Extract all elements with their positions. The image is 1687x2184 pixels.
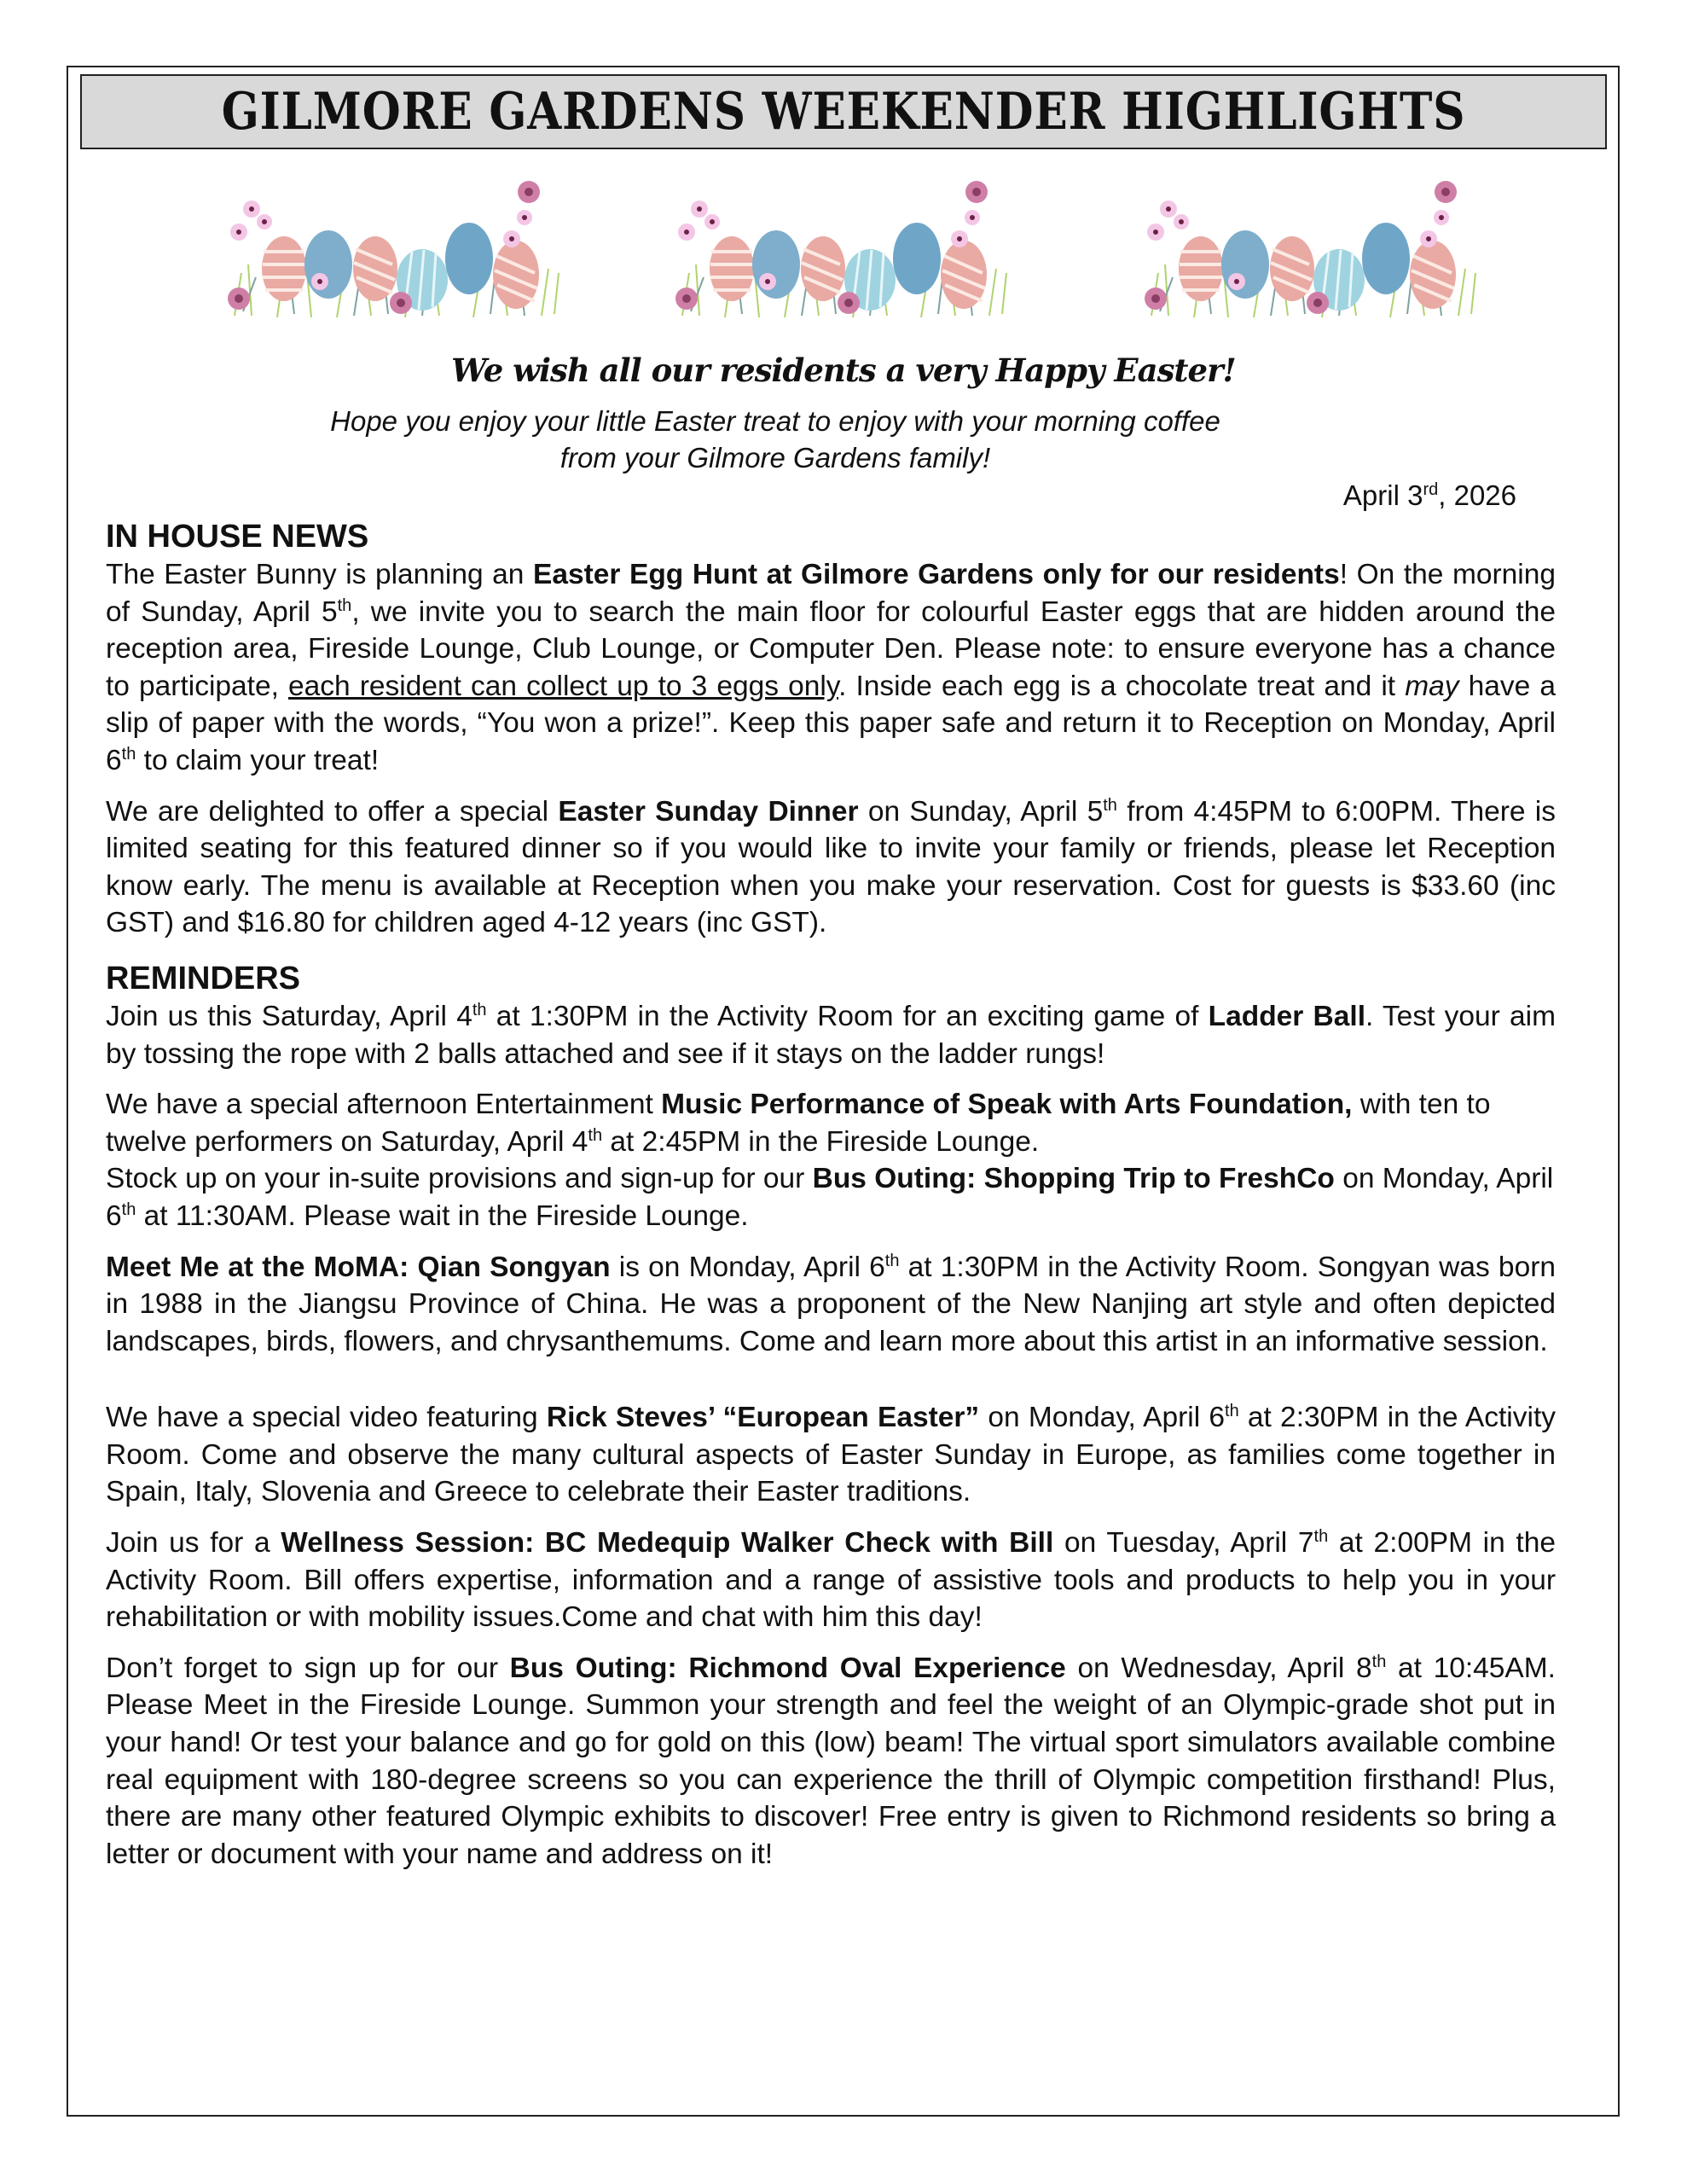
section-heading-in-house-news: IN HOUSE NEWS [106, 519, 369, 555]
newsletter-title: GILMORE GARDENS WEEKENDER HIGHLIGHTS [221, 82, 1466, 142]
egg-hunt-paragraph: The Easter Bunny is planning an Easter Egg Hunt at Gilmore Gardens only for our residents! On the morning of Sunday, April 5th, we invite you to search the main floor for colourful Easter eggs that are hidden around the reception area, Fireside Lounge, Club Lounge, or Computer Den. Please note: to ensure everyone has a chance to participate, each resident can collect up to 3 eggs only. Inside each egg is a chocolate treat and it may have a slip of paper with the words, “You won a prize!”. Keep this paper safe and return it to Reception on Monday, April 6th to claim your treat! [106, 559, 1557, 776]
newsletter-body [106, 517, 1556, 1873]
easter-eggs-image-2 [665, 171, 1015, 324]
ladder-ball-paragraph: Join us this Saturday, April 4th at 1:30PM in the Activity Room for an exciting game of Ladder Ball. Test your aim by tossing the rope with 2 balls attached and see if it stays on the ladder rungs! [106, 1000, 1556, 1070]
moma-session-paragraph: Meet Me at the MoMA: Qian Songyan is on Monday, April 6th at 1:30PM in the Activity Room. Songyan was born in 1988 in the Jiangsu Province of China. He was a proponent of the New Nanjing art style and often depicted landscapes, birds, flowers, and chrysanthemums. Come and learn more about this artist in an informative session. [106, 1251, 1556, 1357]
richmond-oval-paragraph: Don’t forget to sign up for our Bus Outing: Richmond Oval Experience on Wednesday, April 8th at 10:45AM. Please Meet in the Fireside Lounge. Summon your strength and feel the weight of an Olympic-grade shot put in your hand! Or test your balance and go for gold on this (low) beam! The virtual sport simulators available combine real equipment with 180-degree screens so you can experience the thrill of Olympic competition firsthand! Plus, there are many other featured Olympic exhibits to discover! Free entry is given to Richmond residents so bring a letter or document with your name and address on it! [106, 1652, 1556, 1870]
easter-eggs-image-1 [217, 171, 567, 324]
easter-eggs-image-3 [1134, 171, 1484, 324]
easter-greeting-line-1: Hope you enjoy your little Easter treat to enjoy with your morning coffee [330, 405, 1220, 437]
rick-steves-video-paragraph: We have a special video featuring Rick Steves’ “European Easter” on Monday, April 6th at 2:30PM in the Activity Room. Come and observe the many cultural aspects of Easter Sunday in Europe, as families come together in Spain, Italy, Slovenia and Greece to celebrate their Easter traditions. [106, 1402, 1557, 1508]
section-heading-reminders: REMINDERS [106, 960, 301, 996]
easter-greeting-title: We wish all our residents a very Happy Easter! [451, 351, 1236, 389]
easter-eggs-icon [217, 171, 567, 324]
easter-eggs-icon [665, 171, 1015, 324]
title-banner [80, 74, 1607, 149]
music-performance-paragraph: We have a special afternoon Entertainment Music Performance of Speak with Arts Foundation, with ten to twelve performers on Saturday, April 4th at 2:45PM in the Fireside Lounge. [106, 1089, 1491, 1158]
freshco-outing-paragraph: Stock up on your in-suite provisions and sign-up for our Bus Outing: Shopping Trip to FreshCo on Monday, April 6th at 11:30AM. Please wait in the Fireside Lounge. [106, 1163, 1554, 1232]
issue-date: April 3rd, 2026 [1342, 479, 1516, 511]
easter-greeting-line-2: from your Gilmore Gardens family! [559, 442, 991, 473]
easter-eggs-icon [1134, 171, 1484, 324]
easter-dinner-paragraph: We are delighted to offer a special Easter Sunday Dinner on Sunday, April 5th from 4:45PM to 6:00PM. There is limited seating for this featured dinner so if you would like to invite your family or friends, please let Reception know early. The menu is available at Reception when you make your reservation. Cost for guests is $33.60 (inc GST) and $16.80 for children aged 4-12 years (inc GST). [106, 795, 1556, 939]
wellness-session-paragraph: Join us for a Wellness Session: BC Medequip Walker Check with Bill on Tuesday, April 7th at 2:00PM in the Activity Room. Bill offers expertise, information and a range of assistive tools and products to help you in your rehabilitation or with mobility issues.Come and chat with him this day! [106, 1526, 1556, 1634]
